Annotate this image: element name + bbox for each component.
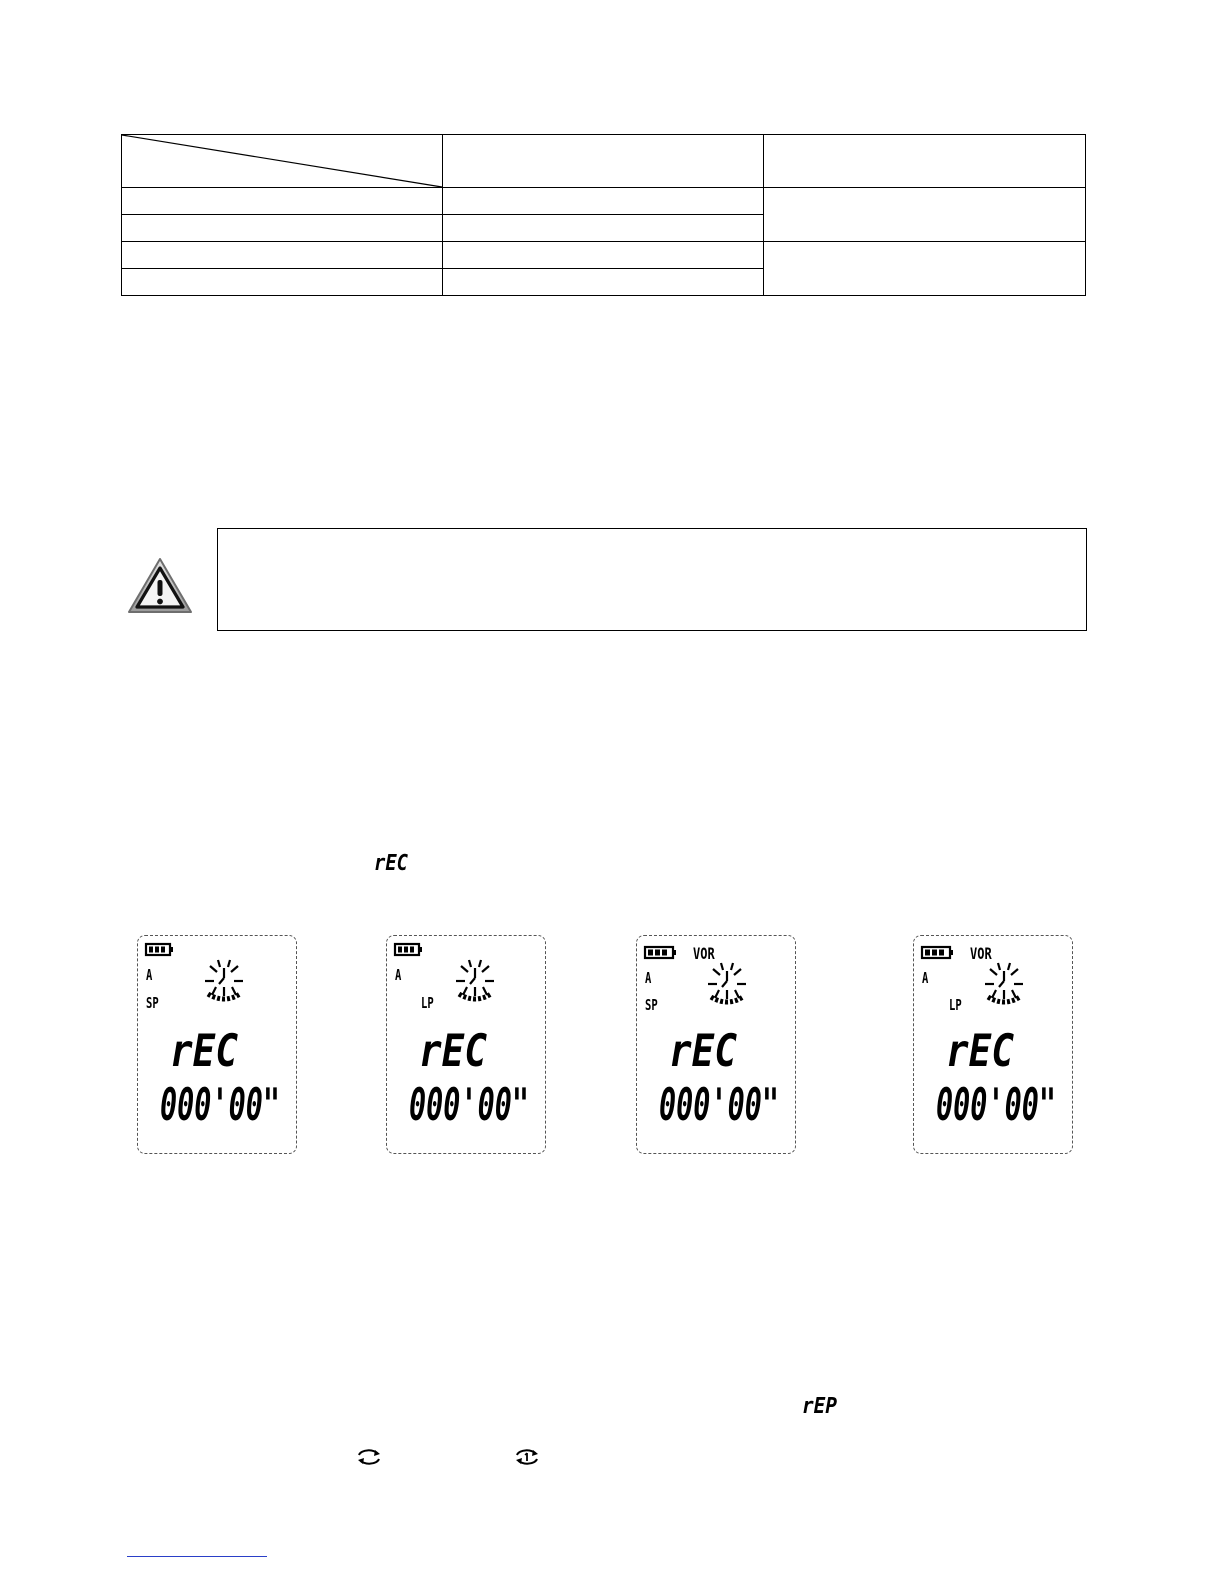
table-header-cell — [764, 135, 1086, 188]
lcd-panel-vor-lp — [913, 935, 1073, 1154]
lcd-slot-label: A — [146, 966, 153, 984]
table-merged-cell — [764, 242, 1086, 296]
lcd-panel-lp — [386, 935, 546, 1154]
lcd-panel-sp — [137, 935, 297, 1154]
table-header-cell — [443, 135, 764, 188]
table-cell — [122, 269, 443, 296]
lcd-slot-label: A — [395, 966, 402, 984]
warning-triangle-icon — [127, 557, 193, 615]
svg-text:rEP: rEP — [802, 1394, 837, 1419]
lcd-vor-label: VOR — [970, 944, 992, 963]
lcd-counter-text: 000'00" — [659, 1080, 779, 1131]
lcd-counter-text: 000'00" — [936, 1080, 1056, 1131]
lcd-status-text: rEC — [419, 1026, 488, 1077]
battery-icon — [922, 947, 953, 958]
lcd-quality-label: SP — [146, 994, 159, 1012]
repeat-all-icon — [354, 1447, 384, 1467]
lcd-panel-vor-sp — [636, 935, 796, 1154]
lcd-status-text: rEC — [946, 1026, 1015, 1077]
lcd-quality-label: LP — [949, 996, 962, 1014]
rep-lcd-glyph — [802, 1394, 840, 1419]
table-cell — [443, 269, 764, 296]
lcd-counter-text: 000'00" — [160, 1080, 280, 1131]
table-cell — [443, 188, 764, 215]
table-cell — [443, 215, 764, 242]
table-cell — [443, 242, 764, 269]
spec-table — [121, 134, 1086, 296]
rec-lcd-glyph — [374, 851, 410, 876]
warning-note-box — [217, 528, 1087, 631]
table-cell — [122, 242, 443, 269]
table-corner-diagonal-cell — [122, 135, 443, 188]
lcd-slot-label: A — [922, 969, 929, 987]
battery-icon — [395, 944, 422, 955]
lcd-status-text: rEC — [170, 1026, 239, 1077]
lcd-status-text: rEC — [669, 1026, 738, 1077]
table-cell — [122, 188, 443, 215]
microphone-icon — [205, 960, 243, 999]
repeat-one-icon — [512, 1447, 542, 1467]
table-merged-cell — [764, 188, 1086, 242]
table-cell — [122, 215, 443, 242]
microphone-icon — [456, 960, 494, 999]
lcd-vor-label: VOR — [693, 944, 715, 963]
microphone-icon — [708, 963, 746, 1002]
lcd-counter-text: 000'00" — [409, 1080, 529, 1131]
table-row — [122, 242, 1086, 269]
lcd-slot-label: A — [645, 969, 652, 987]
table-header-row — [122, 135, 1086, 188]
footer-divider-line — [127, 1556, 267, 1557]
microphone-icon — [985, 963, 1023, 1002]
lcd-quality-label: LP — [421, 994, 434, 1012]
svg-text:rEC: rEC — [374, 851, 409, 876]
lcd-quality-label: SP — [645, 996, 658, 1014]
table-row — [122, 188, 1086, 215]
battery-icon — [146, 944, 173, 955]
battery-icon — [645, 947, 676, 958]
